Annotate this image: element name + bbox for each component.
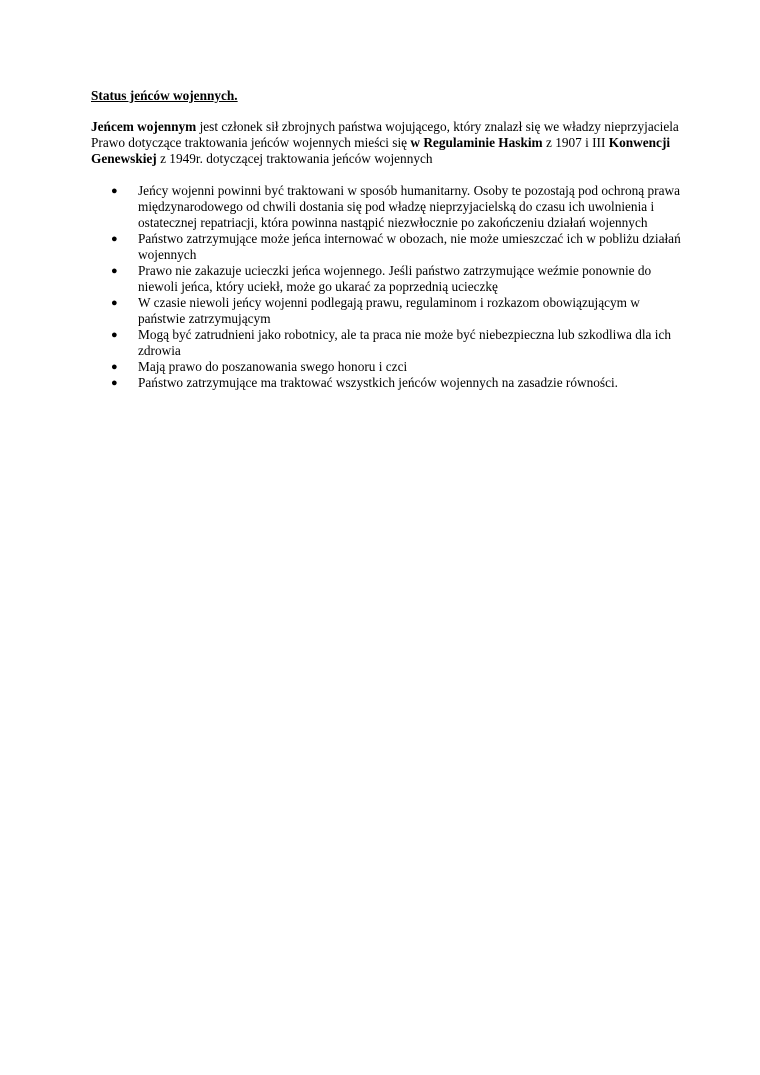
- list-item: [91, 183, 681, 231]
- list-item: [91, 327, 681, 359]
- intro-paragraph: [91, 119, 681, 167]
- list-item: [91, 295, 681, 327]
- term-konwencja-genewska: Konwencji Genewskiej: [91, 135, 671, 166]
- bullet-icon: ●: [111, 329, 118, 341]
- intro-definition: jest członek sił zbrojnych państwa wojującego, który znalazł się we władzy nieprzyjaciela: [196, 119, 679, 134]
- term-regulamin-haski: w Regulaminie Haskim: [410, 135, 543, 150]
- document-title: Status jeńców wojennych.: [91, 88, 238, 103]
- list-item-text: Mają prawo do poszanowania swego honoru i czci: [138, 359, 408, 374]
- bullet-icon: ●: [111, 377, 118, 389]
- list-item-text: Mogą być zatrudnieni jako robotnicy, ale ta praca nie może być niebezpieczna lub szkodliwa dla ich zdrowia: [138, 327, 672, 358]
- bullet-icon: ●: [111, 233, 118, 245]
- bullet-icon: ●: [111, 185, 118, 197]
- list-item-text: Prawo nie zakazuje ucieczki jeńca wojennego. Jeśli państwo zatrzymujące weźmie ponownie do niewoli jeńca, który uciekł, może go ukarać za poprzednią ucieczkę: [138, 263, 652, 294]
- list-item: [91, 359, 681, 375]
- list-item-text: Państwo zatrzymujące może jeńca internować w obozach, nie może umieszczać ich w pobliżu działań wojennych: [138, 231, 681, 262]
- list-item: [91, 231, 681, 263]
- list-item-text: Jeńcy wojenni powinni być traktowani w sposób humanitarny. Osoby te pozostają pod ochroną prawa międzynarodowego od chwili dostania się pod władzę nieprzyjacielską do czasu ich uwolnienia i ostatecznej repatriacji, która powinna nastąpić niezwłocznie po zakończeniu działań wojennych: [138, 183, 680, 230]
- list-item-text: W czasie niewoli jeńcy wojenni podlegają prawu, regulaminom i rozkazom obowiązującym w państwie zatrzymującym: [138, 295, 640, 326]
- bullet-icon: ●: [111, 265, 118, 277]
- bullet-icon: ●: [111, 361, 118, 373]
- points-list: [91, 183, 681, 391]
- intro-law-suffix: z 1949r. dotyczącej traktowania jeńców wojennych: [156, 151, 433, 166]
- document-page: [91, 88, 681, 391]
- list-item: [91, 375, 681, 391]
- term-jeniec: Jeńcem wojennym: [91, 119, 197, 134]
- list-item: [91, 263, 681, 295]
- list-item-text: Państwo zatrzymujące ma traktować wszystkich jeńców wojennych na zasadzie równości.: [138, 375, 618, 390]
- bullet-icon: ●: [111, 297, 118, 309]
- intro-law-mid: z 1907 i III: [542, 135, 609, 150]
- intro-law-prefix: Prawo dotyczące traktowania jeńców wojennych mieści się: [91, 135, 411, 150]
